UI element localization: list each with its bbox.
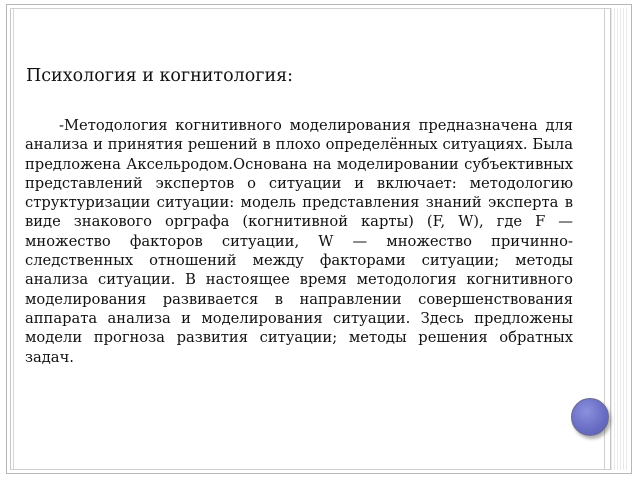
slide-body-text: -Методология когнитивного моделирования предназначена для анализа и принятия решений в плохо определённых ситуациях. Была предложена Аксельродом.Основана на моделировании субъективных представлений экспертов о ситуации и включает: методологию структуризации ситуации: модель представления знаний эксперта в виде знакового орграфа (когнитивной карты) (F, W), где F — множество факторов ситуации, W — множество причинно-следственных отношений между факторами ситуации; методы анализа ситуации. В настоящее время методология когнитивного моделирования развивается в направлении совершенствования аппарата анализа и моделирования ситуации. Здесь предложены модели прогноза развития ситуации; методы решения обратных задач. xyxy=(25,117,573,366)
left-rule xyxy=(10,8,11,470)
right-striped-band xyxy=(610,8,628,470)
right-rule xyxy=(604,8,605,470)
bottom-rule xyxy=(10,469,628,470)
left-rule-inner xyxy=(13,8,14,470)
circle-button-icon[interactable] xyxy=(571,398,609,436)
top-rule xyxy=(10,8,628,9)
slide-title: Психология и когнитология: xyxy=(26,66,294,86)
